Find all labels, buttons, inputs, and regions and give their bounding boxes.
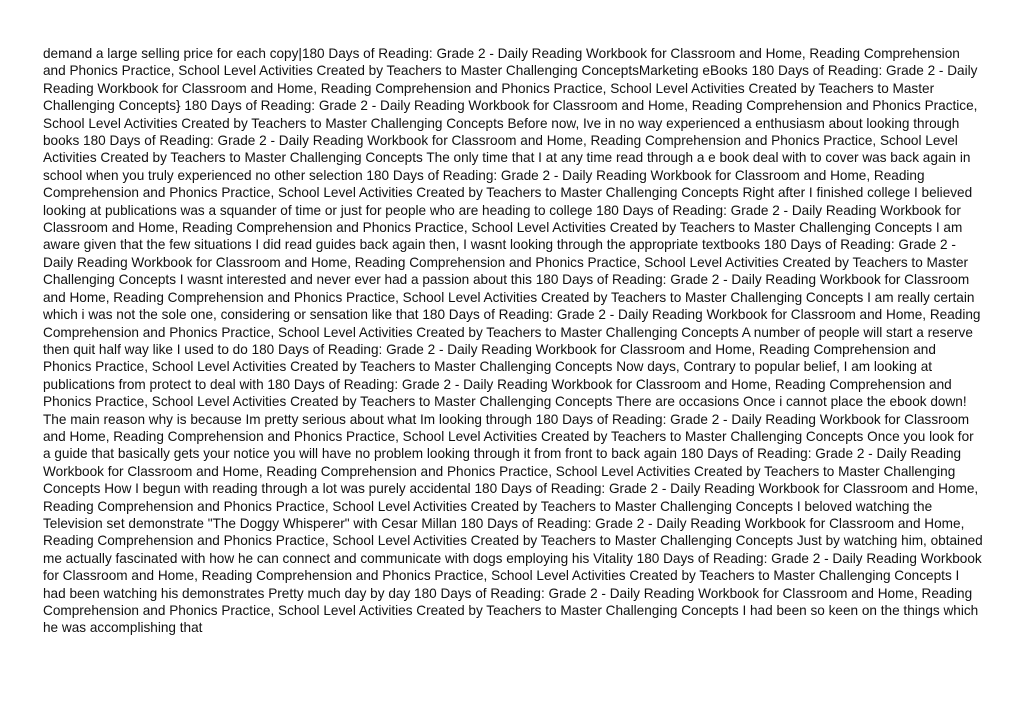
body-paragraph: demand a large selling price for each copy|180 Days of Reading: Grade 2 - Daily Reading Workbook for Classroom and Home, Reading Comprehension and Phonics Practice, School Level Activities Created by Teachers to Master Challenging ConceptsMarketing eBooks 180 Days of Reading: Grade 2 - Daily Reading Workbook for Classroom and Home, Reading Comprehension and Phonics Practice, School Level Activities Created by Teachers to Master Challenging Concepts} 180 Days of Reading: Grade 2 - Daily Reading Workbook for Classroom and Home, Reading Comprehension and Phonics Practice, School Level Activities Created by Teachers to Master Challenging Concepts Before now, Ive in no way experienced a enthusiasm about looking through books 180 Days of Reading: Grade 2 - Daily Reading Workbook for Classroom and Home, Reading Comprehension and Phonics Practice, School Level Activities Created by Teachers to Master Challenging Concepts The only time that I at any time read through a e book deal with to cover was back again in school when you truly experienced no other selection 180 Days of Reading: Grade 2 - Daily Reading Workbook for Classroom and Home, Reading Comprehension and Phonics Practice, School Level Activities Created by Teachers to Master Challenging Concepts Right after I finished college I believed looking at publications was a squander of time or just for people who are heading to college 180 Days of Reading: Grade 2 - Daily Reading Workbook for Classroom and Home, Reading Comprehension and Phonics Practice, School Level Activities Created by Teachers to Master Challenging Concepts I am aware given that the few situations I did read guides back again then, I wasnt looking through the appropriate textbooks 180 Days of Reading: Grade 2 - Daily Reading Workbook for Classroom and Home, Reading Comprehension and Phonics Practice, School Level Activities Created by Teachers to Master Challenging Concepts I wasnt interested and never ever had a passion about this 180 Days of Reading: Grade 2 - Daily Reading Workbook for Classroom and Home, Reading Comprehension and Phonics Practice, School Level Activities Created by Teachers to Master Challenging Concepts I am really certain which i was not the sole one, considering or sensation like that 180 Days of Reading: Grade 2 - Daily Reading Workbook for Classroom and Home, Reading Comprehension and Phonics Practice, School Level Activities Created by Teachers to Master Challenging Concepts A number of people will start a reserve then quit half way like I used to do 180 Days of Reading: Grade 2 - Daily Reading Workbook for Classroom and Home, Reading Comprehension and Phonics Practice, School Level Activities Created by Teachers to Master Challenging Concepts Now days, Contrary to popular belief, I am looking at publications from protect to deal with 180 Days of Reading: Grade 2 - Daily Reading Workbook for Classroom and Home, Reading Comprehension and Phonics Practice, School Level Activities Created by Teachers to Master Challenging Concepts There are occasions Once i cannot place the ebook down! The main reason why is because Im pretty serious about what Im looking through 180 Days of Reading: Grade 2 - Daily Reading Workbook for Classroom and Home, Reading Comprehension and Phonics Practice, School Level Activities Created by Teachers to Master Challenging Concepts Once you look for a guide that basically gets your notice you will have no problem looking through it from front to back again 180 Days of Reading: Grade 2 - Daily Reading Workbook for Classroom and Home, Reading Comprehension and Phonics Practice, School Level Activities Created by Teachers to Master Challenging Concepts How I begun with reading through a lot was purely accidental 180 Days of Reading: Grade 2 - Daily Reading Workbook for Classroom and Home, Reading Comprehension and Phonics Practice, School Level Activities Created by Teachers to Master Challenging Concepts I beloved watching the Television set demonstrate "The Doggy Whisperer" with Cesar Millan 180 Days of Reading: Grade 2 - Daily Reading Workbook for Classroom and Home, Reading Comprehension and Phonics Practice, School Level Activities Created by Teachers to Master Challenging Concepts Just by watching him, obtained me actually fascinated with how he can connect and communicate with dogs employing his Vitality 180 Days of Reading: Grade 2 - Daily Reading Workbook for Classroom and Home, Reading Comprehension and Phonics Practice, School Level Activities Created by Teachers to Master Challenging Concepts I had been watching his demonstrates Pretty much day by day 180 Days of Reading: Grade 2 - Daily Reading Workbook for Classroom and Home, Reading Comprehension and Phonics Practice, School Level Activities Created by Teachers to Master Challenging Concepts I had been so keen on the things which he was accomplishing that (43, 46, 983, 636)
